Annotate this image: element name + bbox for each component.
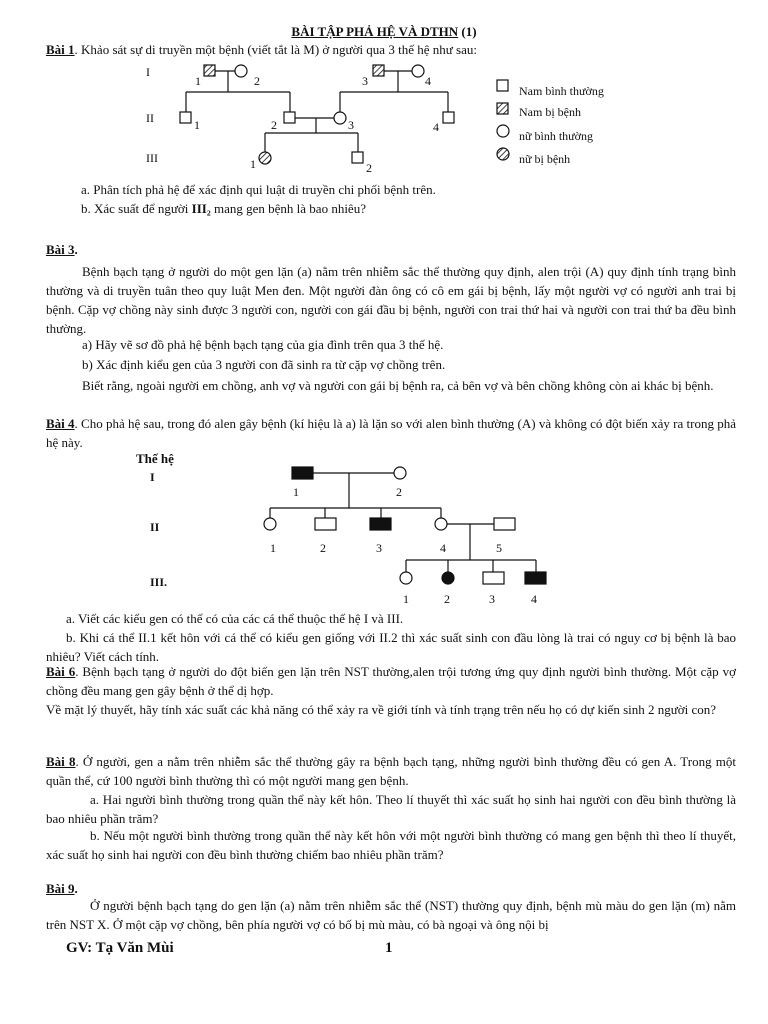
bai4-question-b: b. Khi cá thể II.1 kết hôn với cá thể có kiểu gen giống với II.2 thì xác suất sinh con đầu lòng là trai có nguy cơ bị bệnh là bao nhiêu? Viết cách tính. [46,630,736,664]
svg-text:2: 2 [444,592,450,606]
bai3-note: Biết rằng, ngoài người em chồng, anh vợ và người con gái bị bệnh ra, cả bên vợ và bên chồng không còn ai khác bị bệnh. [82,378,714,393]
bai4-the-he: Thế hệ [136,451,174,466]
legend-normal-male-icon [497,80,508,91]
bai9-dot: . [74,881,78,896]
bai6-question: Về mặt lý thuyết, hãy tính xác suất các khả năng có thể xảy ra về giới tính và tính trạng trên nếu họ có dự kiến sinh 2 người con? [46,702,717,717]
svg-text:1: 1 [250,157,256,171]
bai1-gen-label: I [146,65,150,79]
svg-text:1: 1 [403,592,409,606]
b4-III2-affected-female [442,572,454,584]
b4-I1-affected-male [292,467,313,479]
bai4-gen-label: I [150,470,155,484]
b1-II2-normal-male [284,112,295,123]
svg-text:3: 3 [348,118,354,132]
bai4-pedigree [0,448,768,610]
legend-label: nữ bình thường [519,129,594,143]
b1-II1-normal-male [180,112,191,123]
bai1-pedigree [0,56,768,176]
bai1-label: Bài 1 [46,42,75,57]
legend-label: Nam bị bệnh [519,105,581,119]
b4-II5-normal-male [494,518,515,530]
legend-label: nữ bị bệnh [519,152,571,166]
bai3-question-a: a) Hãy vẽ sơ đồ phả hệ bệnh bạch tạng của gia đình trên qua 3 thế hệ. [82,337,444,352]
bai3-heading [46,240,78,259]
title-number: (1) [458,24,477,39]
bai1-qb-post: mang gen bệnh là bao nhiêu? [210,201,366,216]
bai4-gen-label: II [150,520,160,534]
bai1-gen-label: III [146,151,158,165]
bai6-intro [46,662,736,700]
b4-III3-normal-male [483,572,504,584]
b1-II4-normal-male [443,112,454,123]
b1-III2-normal-male [352,152,363,163]
bai3-question-b: b) Xác định kiểu gen của 3 người con đã sinh ra từ cặp vợ chồng trên. [82,357,446,372]
bai9-paragraph: Ở người bệnh bạch tạng do gen lặn (a) nằm trên nhiễm sắc thể (NST) thường quy định, bệnh mù màu do gen lặn (m) nằm trên NST X. Ở một cặp vợ chồng, bên phía người vợ có bố bị mù màu, có bà ngoại và ông nội bị [46,898,736,932]
b4-III1-normal-female [400,572,412,584]
b4-II2-normal-male [315,518,336,530]
svg-text:2: 2 [366,161,372,175]
bai1-question-b [81,199,741,218]
bai3-label: Bài 3 [46,242,75,257]
svg-text:5: 5 [496,541,502,555]
svg-text:4: 4 [425,74,431,88]
b1-I4-normal-female [412,65,424,77]
bai8-intro-text: . Ở người, gen a nằm trên nhiễm sắc thể thường gây ra bệnh bạch tạng, những người bình thường đều có gen A. Trong một quần thể, cứ 100 người bình thường thì có một người mang gen bệnh. [46,754,736,788]
bai8-question-a: a. Hai người bình thường trong quần thể này kết hôn. Theo lí thuyết thì xác suất họ sinh hai người con đều bình thường là bao nhiêu phần trăm? [46,792,736,826]
b4-I2-normal-female [394,467,406,479]
bai3-paragraph: Bệnh bạch tạng ở người do một gen lặn (a) nằm trên nhiễm sắc thể thường quy định, alen trội (A) quy định tính trạng bình thường và di truyền tuân theo quy luật Men đen. Một người đàn ông có cô em gái bị bệnh, lấy một người vợ có người anh trai bị bệnh. Cặp vợ chồng này sinh được 3 người con, người con gái đầu bị bệnh, người con trai thứ hai và người con trai thứ ba đều bình thường. [46,264,736,336]
legend-label: Nam bình thường [519,84,604,98]
svg-text:1: 1 [293,485,299,499]
legend-normal-female-icon [497,125,509,137]
svg-text:3: 3 [362,74,368,88]
b1-I1-affected-male [204,65,215,76]
svg-text:4: 4 [433,120,439,134]
bai4-label: Bài 4 [46,416,75,431]
bai4-intro [46,414,736,452]
b4-II1-normal-female [264,518,276,530]
svg-text:2: 2 [396,485,402,499]
bai1-intro-text: . Khảo sát sự di truyền một bệnh (viết tắt là M) ở người qua 3 thế hệ như sau: [74,42,477,57]
bai4-question-a: a. Viết các kiểu gen có thể có của các cá thể thuộc thế hệ I và III. [66,611,404,626]
svg-text:4: 4 [440,541,446,555]
bai9-label: Bài 9 [46,881,75,896]
b4-II4-normal-female [435,518,447,530]
svg-text:4: 4 [531,592,537,606]
bai3-dot: . [74,242,78,257]
svg-text:3: 3 [489,592,495,606]
b4-III4-affected-male [525,572,546,584]
bai6-label: Bài 6 [46,664,76,679]
b1-I2-normal-female [235,65,247,77]
svg-text:1: 1 [195,74,201,88]
bai4-intro-text: . Cho phả hệ sau, trong đó alen gây bệnh (kí hiệu là a) là lặn so với alen bình thường (A) và không có đột biến xảy ra trong phả hệ này. [46,416,736,450]
bai8-label: Bài 8 [46,754,76,769]
svg-text:2: 2 [320,541,326,555]
bai1-qb-bold: III₂ [191,201,211,216]
svg-text:2: 2 [254,74,260,88]
bai6-intro-text: . Bệnh bạch tạng ở người do đột biến gen lặn trên NST thường,alen trội tương ứng quy định người bình thường. Một cặp vợ chồng đều mang gen gây bệnh ở thể dị hợp. [46,664,736,698]
legend-affected-male-icon [497,103,508,114]
title-main: BÀI TẬP PHẢ HỆ VÀ DTHN [291,24,459,39]
footer-page-number: 1 [385,940,393,956]
bai8-question-b: b. Nếu một người bình thường trong quần thể này kết hôn với một người bình thường có mang gen bệnh thì theo lí thuyết, xác suất họ sinh hai người con đều bình thường chiếm bao nhiêu phần trăm? [46,828,736,862]
bai1-question-a: a. Phân tích phả hệ để xác định qui luật di truyền chi phối bệnh trên. [81,182,436,197]
svg-text:3: 3 [376,541,382,555]
b1-III1-affected-female [259,152,271,164]
bai1-gen-label: II [146,111,154,125]
legend-affected-female-icon [497,148,509,160]
svg-text:2: 2 [271,118,277,132]
b1-II3-normal-female [334,112,346,124]
bai4-gen-label: III. [150,575,168,589]
page-title [0,22,768,41]
bai8-intro [46,752,736,790]
b4-II3-affected-male [370,518,391,530]
bai1-qb-pre: b. Xác suất để người [81,201,192,216]
footer-author: GV: Tạ Văn Mùi [66,940,174,956]
svg-text:1: 1 [194,118,200,132]
b1-I3-affected-male [373,65,384,76]
svg-text:1: 1 [270,541,276,555]
